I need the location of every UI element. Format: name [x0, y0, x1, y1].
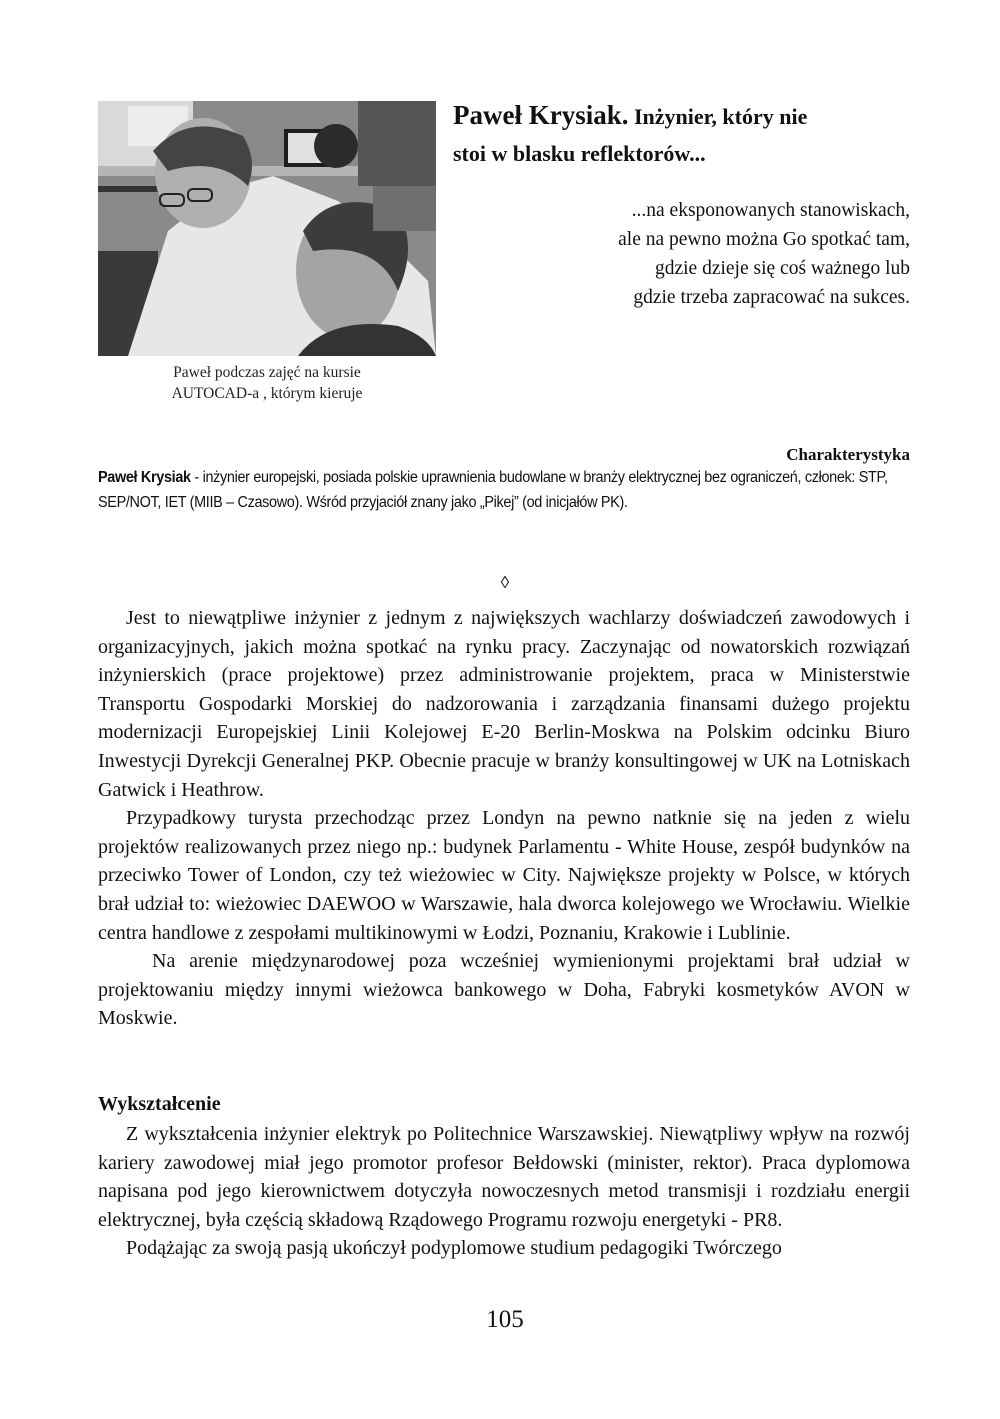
page-number: 105 [486, 1306, 524, 1333]
characteristics-heading: Charakterystyka [786, 445, 910, 464]
photo-caption [98, 362, 436, 404]
title-subtitle-line1: Inżynier, który nie [628, 104, 808, 129]
paragraph: Na arenie międzynarodowej poza wcześniej wymienionymi projektami brał udział w projektowaniu między innymi wieżowca bankowego w Doha, Fabryki kosmetyków AVON w Moskwie. [98, 950, 910, 1030]
quote-line: gdzie dzieje się coś ważnego lub [654, 258, 910, 279]
pull-quote [500, 196, 910, 312]
quote-line: gdzie trzeba zapracować na sukces. [633, 287, 910, 308]
title-name: Paweł Krysiak. [453, 100, 629, 130]
paragraph: Z wykształcenia inżynier elektryk po Politechnice Warszawskiej. Niewątpliwy wpływ na rozwój kariery zawodowej miał jego promotor profesor Bełdowski (minister, rektor). Praca dyplomowa napisana pod jego kierownictwem dotyczyła nowoczesnych metod transmisji i rozdziału energii elektrycznej, była częścią składową Rządowego Programu rozwoju energetyki - PR8. [98, 1123, 910, 1231]
education-body [98, 1120, 910, 1263]
education-heading: Wykształcenie [98, 1093, 221, 1115]
paragraph: Podążając za swoją pasją ukończył podyplomowe studium pedagogiki Twórczego [126, 1237, 782, 1260]
characteristics-description: - inżynier europejski, posiada polskie uprawnienia budowlane w branży elektrycznej bez ograniczeń, członek: STP, SEP/NOT, IET (MIIB – Czasowo). Wśród przyjaciół znany jako „Pikej” (od inicjałów PK). [98, 469, 888, 511]
diamond-separator-icon: ◊ [500, 573, 510, 592]
caption-line: AUTOCAD-a , którym kieruje [171, 385, 363, 402]
caption-line: Paweł podczas zajęć na kursie [173, 364, 361, 381]
paragraph: Przypadkowy turysta przechodząc przez Londyn na pewno natknie się na jeden z wielu projektów realizowanych przez niego np.: budynek Parlamentu - White House, zespół budynków na przeciwko Tower of London, czy też wieżowiec w City. Największe projekty w Polsce, w których brał udział to: wieżowiec DAEWOO w Warszawie, hala dworca kolejowego we Wrocławiu. Wielkie centra handlowe z zespołami multikinowymi w Łodzi, Poznaniu, Krakowie i Lublinie. [98, 807, 910, 944]
main-body [98, 604, 910, 1033]
characteristics-text [98, 466, 913, 515]
title-subtitle-line2: stoi w blasku reflektorów... [453, 141, 706, 166]
photo-illustration [98, 101, 436, 356]
quote-line: ale na pewno można Go spotkać tam, [618, 229, 910, 250]
paragraph: Jest to niewątpliwe inżynier z jednym z największych wachlarzy doświadczeń zawodowych i organizacyjnych, jakich można spotkać na rynku pracy. Zaczynając od nowatorskich rozwiązań inżynierskich (prace projektowe) przez administrowanie projektem, praca w Ministerstwie Transportu Gospodarki Morskiej do nadzorowania i zarządzania finansami dużego projektu modernizacji Europejskiej Linii Kolejowej E-20 Berlin-Moskwa na Polskim odcinku Biuro Inwestycji Dyrekcji Generalnej PKP. Obecnie pracuje w branży konsultingowej w UK na Lotniskach Gatwick i Heathrow. [98, 607, 910, 801]
portrait-photo [98, 101, 436, 356]
characteristics-name: Paweł Krysiak [98, 469, 191, 486]
quote-line: ...na eksponowanych stanowiskach, [631, 200, 910, 221]
article-title [453, 98, 913, 174]
